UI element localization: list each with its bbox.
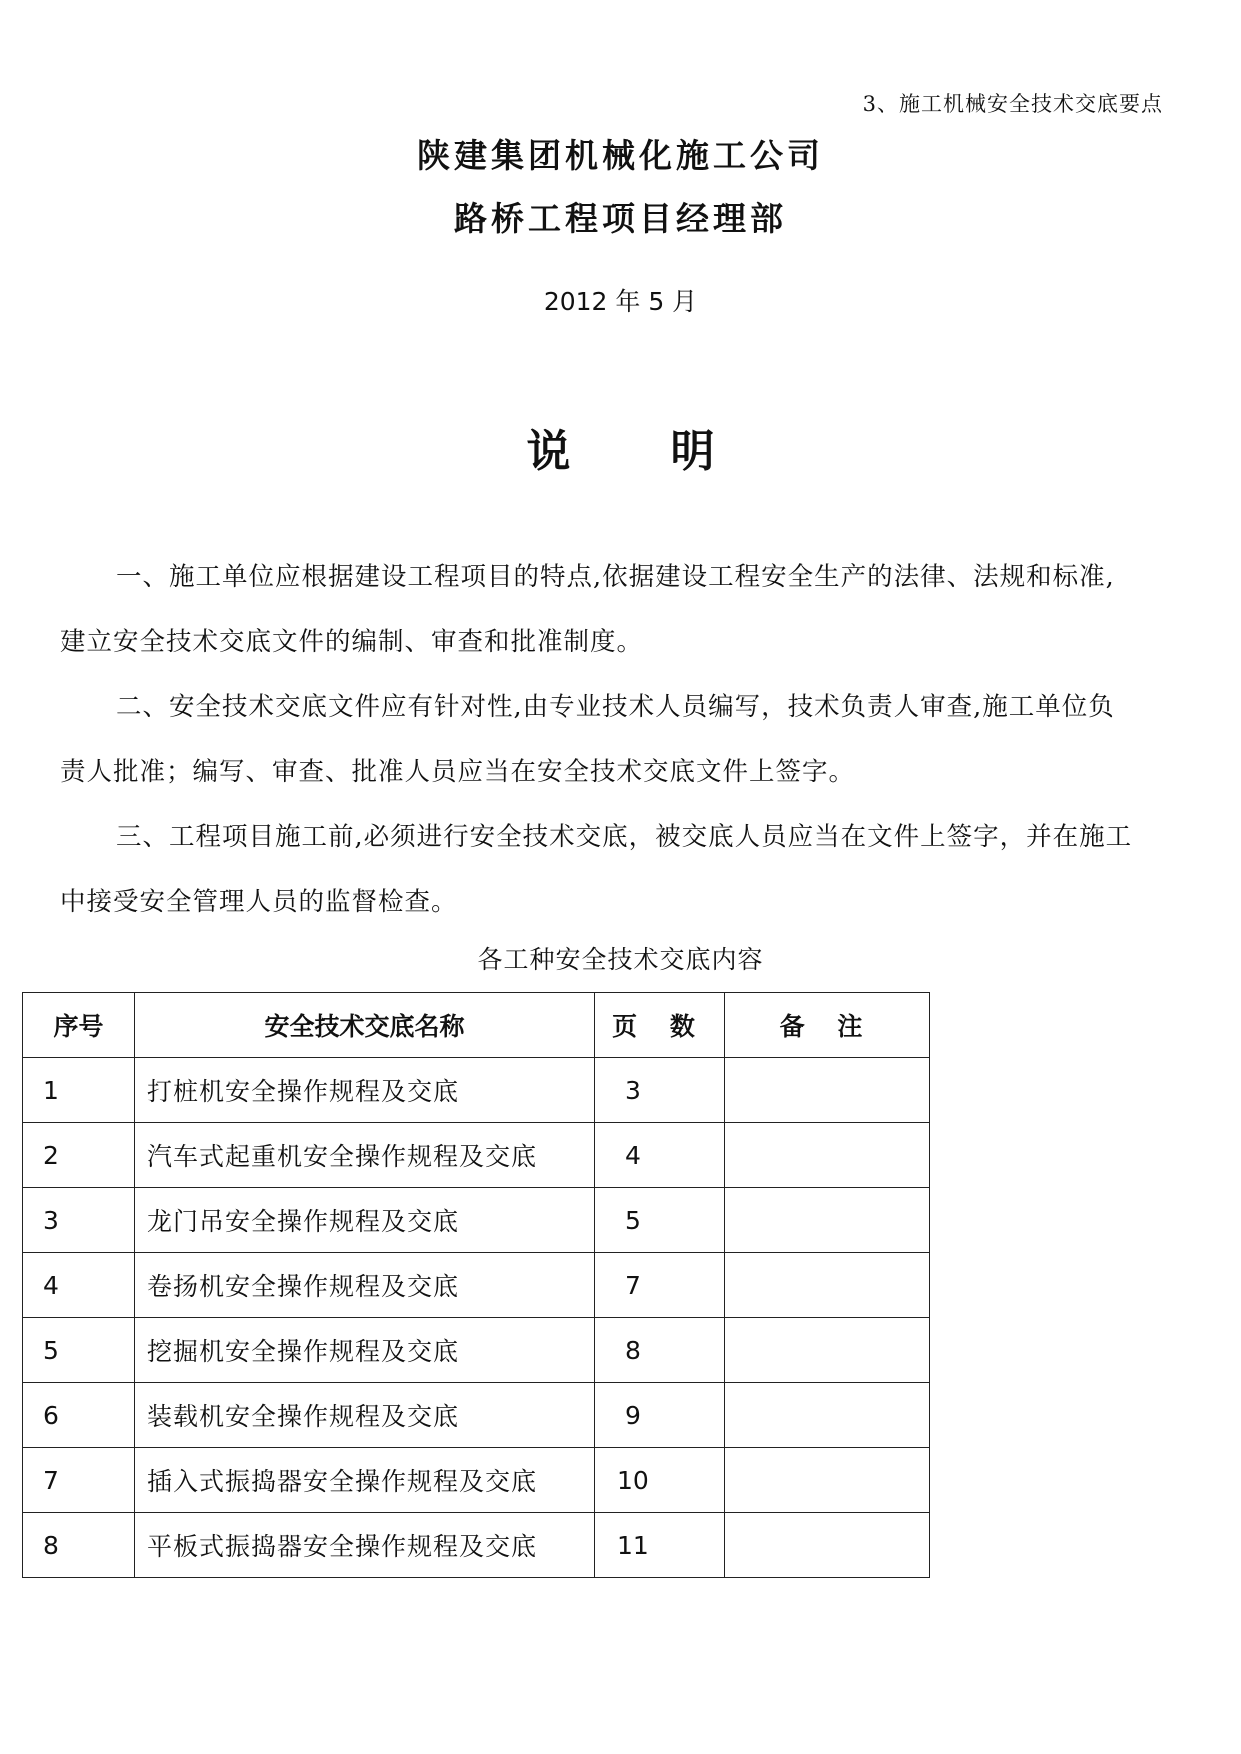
header-no: 序号 <box>23 993 135 1058</box>
row-no: 6 <box>23 1383 135 1448</box>
header-pages: 页 数 <box>595 993 725 1058</box>
row-no: 5 <box>23 1318 135 1383</box>
row-no: 1 <box>23 1058 135 1123</box>
table-row <box>23 1383 930 1448</box>
table-row <box>23 1318 930 1383</box>
row-name: 平板式振捣器安全操作规程及交底 <box>135 1513 595 1578</box>
row-page: 11 <box>595 1513 725 1578</box>
row-no: 3 <box>23 1188 135 1253</box>
table-row <box>23 1253 930 1318</box>
row-remark <box>725 1253 930 1318</box>
table-row <box>23 1058 930 1123</box>
row-name: 挖掘机安全操作规程及交底 <box>135 1318 595 1383</box>
row-name: 打桩机安全操作规程及交底 <box>135 1058 595 1123</box>
row-page: 10 <box>595 1448 725 1513</box>
row-remark <box>725 1448 930 1513</box>
paragraph-3: 三、工程项目施工前,必须进行安全技术交底，被交底人员应当在文件上签字，并在施工中接受安全管理人员的监督检查。 <box>60 822 1133 917</box>
row-remark <box>725 1383 930 1448</box>
row-name: 装载机安全操作规程及交底 <box>135 1383 595 1448</box>
row-page: 3 <box>595 1058 725 1123</box>
paragraph-1: 一、施工单位应根据建设工程项目的特点,依据建设工程安全生产的法律、法规和标准,建立安全技术交底文件的编制、审查和批准制度。 <box>60 562 1115 657</box>
table-row <box>23 1123 930 1188</box>
row-no: 4 <box>23 1253 135 1318</box>
row-remark <box>725 1123 930 1188</box>
header-name: 安全技术交底名称 <box>135 993 595 1058</box>
heading-char-1: 说 <box>526 426 571 477</box>
row-name: 汽车式起重机安全操作规程及交底 <box>135 1123 595 1188</box>
row-no: 7 <box>23 1448 135 1513</box>
row-page: 4 <box>595 1123 725 1188</box>
row-remark <box>725 1188 930 1253</box>
document-date: 2012 年 5 月 <box>543 287 698 316</box>
row-name: 插入式振捣器安全操作规程及交底 <box>135 1448 595 1513</box>
table-row <box>23 1513 930 1578</box>
instructions-body <box>60 545 1140 935</box>
row-remark <box>725 1058 930 1123</box>
header-remarks: 备 注 <box>725 993 930 1058</box>
table-row <box>23 1188 930 1253</box>
row-name: 卷扬机安全操作规程及交底 <box>135 1253 595 1318</box>
row-no: 2 <box>23 1123 135 1188</box>
table-header-row <box>23 993 930 1058</box>
row-page: 8 <box>595 1318 725 1383</box>
section-heading <box>0 415 1241 479</box>
row-no: 8 <box>23 1513 135 1578</box>
row-remark <box>725 1318 930 1383</box>
paragraph-2: 二、安全技术交底文件应有针对性,由专业技术人员编写，技术负责人审查,施工单位负责人批准；编写、审查、批准人员应当在安全技术交底文件上签字。 <box>60 692 1115 787</box>
row-page: 5 <box>595 1188 725 1253</box>
table-caption: 各工种安全技术交底内容 <box>477 945 764 974</box>
row-page: 9 <box>595 1383 725 1448</box>
contents-table <box>22 992 930 1578</box>
department-title: 路桥工程项目经理部 <box>454 199 787 238</box>
table-row <box>23 1448 930 1513</box>
row-name: 龙门吊安全操作规程及交底 <box>135 1188 595 1253</box>
heading-char-2: 明 <box>670 426 715 477</box>
row-page: 7 <box>595 1253 725 1318</box>
company-title: 陕建集团机械化施工公司 <box>417 136 824 175</box>
row-remark <box>725 1513 930 1578</box>
running-header: 3、施工机械安全技术交底要点 <box>862 92 1163 116</box>
